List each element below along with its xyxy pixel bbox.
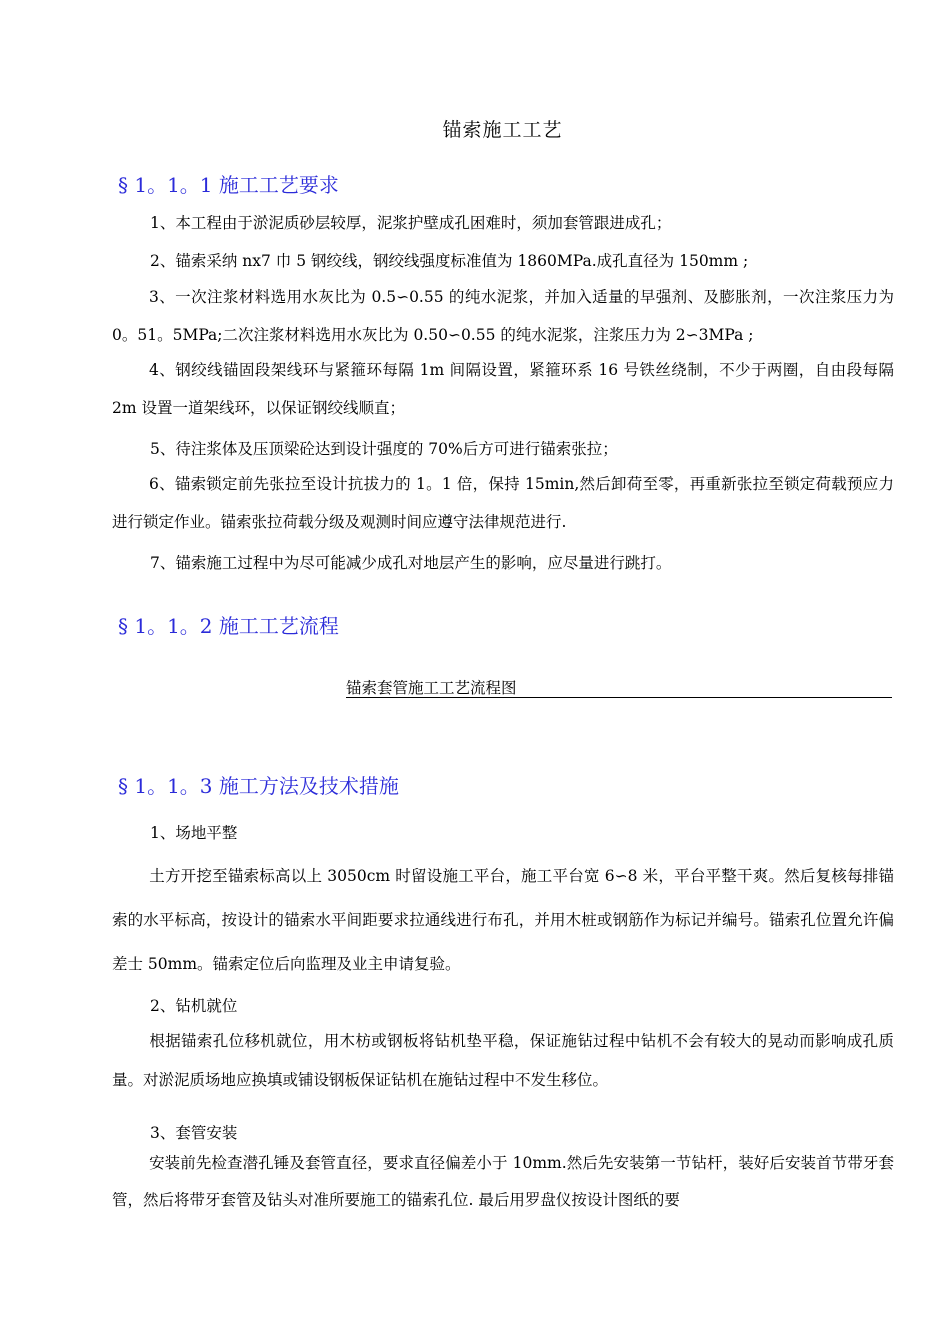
requirement-4 bbox=[112, 352, 894, 427]
requirement-7: 7、锚索施工过程中为尽可能减少成孔对地层产生的影响，应尽量进行跳打。 bbox=[150, 554, 672, 572]
method-2-title: 2、钻机就位 bbox=[150, 997, 238, 1015]
requirement-6-text: 6、锚索锁定前先张拉至设计抗拔力的 1。1 倍，保持 15min,然后卸荷至零，再重新张拉至锁定荷载预应力进行锁定作业。锚索张拉荷载分级及观测时间应遵守法律规范进行. bbox=[112, 475, 894, 531]
method-1-text bbox=[112, 854, 894, 986]
flowchart-caption: 锚索套管施工工艺流程图 bbox=[346, 676, 892, 698]
requirement-2: 2、锚索采纳 nx7 巾 5 钢绞线，钢绞线强度标准值为 1860MPa.成孔直径为 150mm ; bbox=[150, 252, 749, 270]
method-3-body: 安装前先检查潜孔锤及套管直径，要求直径偏差小于 10mm.然后先安装第一节钻杆，装好后安装首节带牙套管，然后将带牙套管及钻头对准所要施工的锚索孔位. 最后用罗盘仪按设计图纸的要 bbox=[112, 1154, 894, 1209]
requirement-5: 5、待注浆体及压顶梁砼达到设计强度的 70%后方可进行锚索张拉； bbox=[150, 440, 618, 458]
method-2-body: 根据锚索孔位移机就位，用木枋或钢板将钻机垫平稳，保证施钻过程中钻机不会有较大的晃动而影响成孔质量。对淤泥质场地应换填或铺设钢板保证钻机在施钻过程中不发生移位。 bbox=[112, 1032, 894, 1089]
method-3-title: 3、套管安装 bbox=[150, 1124, 238, 1142]
method-3-text bbox=[112, 1145, 894, 1219]
section-heading-requirements: § 1。1。1 施工工艺要求 bbox=[118, 173, 339, 197]
requirement-3-text: 3、一次注浆材料选用水灰比为 0.5∽0.55 的纯水泥浆，并加入适量的早强剂、及膨胀剂，一次注浆压力为 0。51。5MPa;二次注浆材料选用水灰比为 0.50∽0.55 的纯水泥浆，注浆压力为 2∽3MPa ; bbox=[112, 288, 894, 344]
method-1-title: 1、场地平整 bbox=[150, 824, 238, 842]
requirement-4-text: 4、钢绞线锚固段架线环与紧箍环每隔 1m 间隔设置，紧箍环系 16 号铁丝绕制，不少于两圈，自由段每隔 2m 设置一道架线环，以保证钢绞线顺直； bbox=[112, 361, 894, 417]
section-heading-methods: § 1。1。3 施工方法及技术措施 bbox=[118, 774, 399, 798]
requirement-6 bbox=[112, 466, 894, 541]
method-2-text bbox=[112, 1022, 894, 1100]
requirement-3 bbox=[112, 279, 894, 354]
requirement-1: 1、本工程由于淤泥质砂层较厚，泥浆护壁成孔困难时，须加套管跟进成孔； bbox=[150, 214, 672, 232]
section-heading-process: § 1。1。2 施工工艺流程 bbox=[118, 614, 339, 638]
method-1-body: 土方开挖至锚索标高以上 3050cm 时留设施工平台，施工平台宽 6∽8 米，平台平整干爽。然后复核每排锚索的水平标高，按设计的锚索水平间距要求拉通线进行布孔，并用木桩或钢筋作为标记并编号。锚索孔位置允许偏差士 50mm。锚索定位后向监理及业主申请复验。 bbox=[112, 867, 894, 973]
document-title: 锚索施工工艺 bbox=[442, 119, 563, 141]
